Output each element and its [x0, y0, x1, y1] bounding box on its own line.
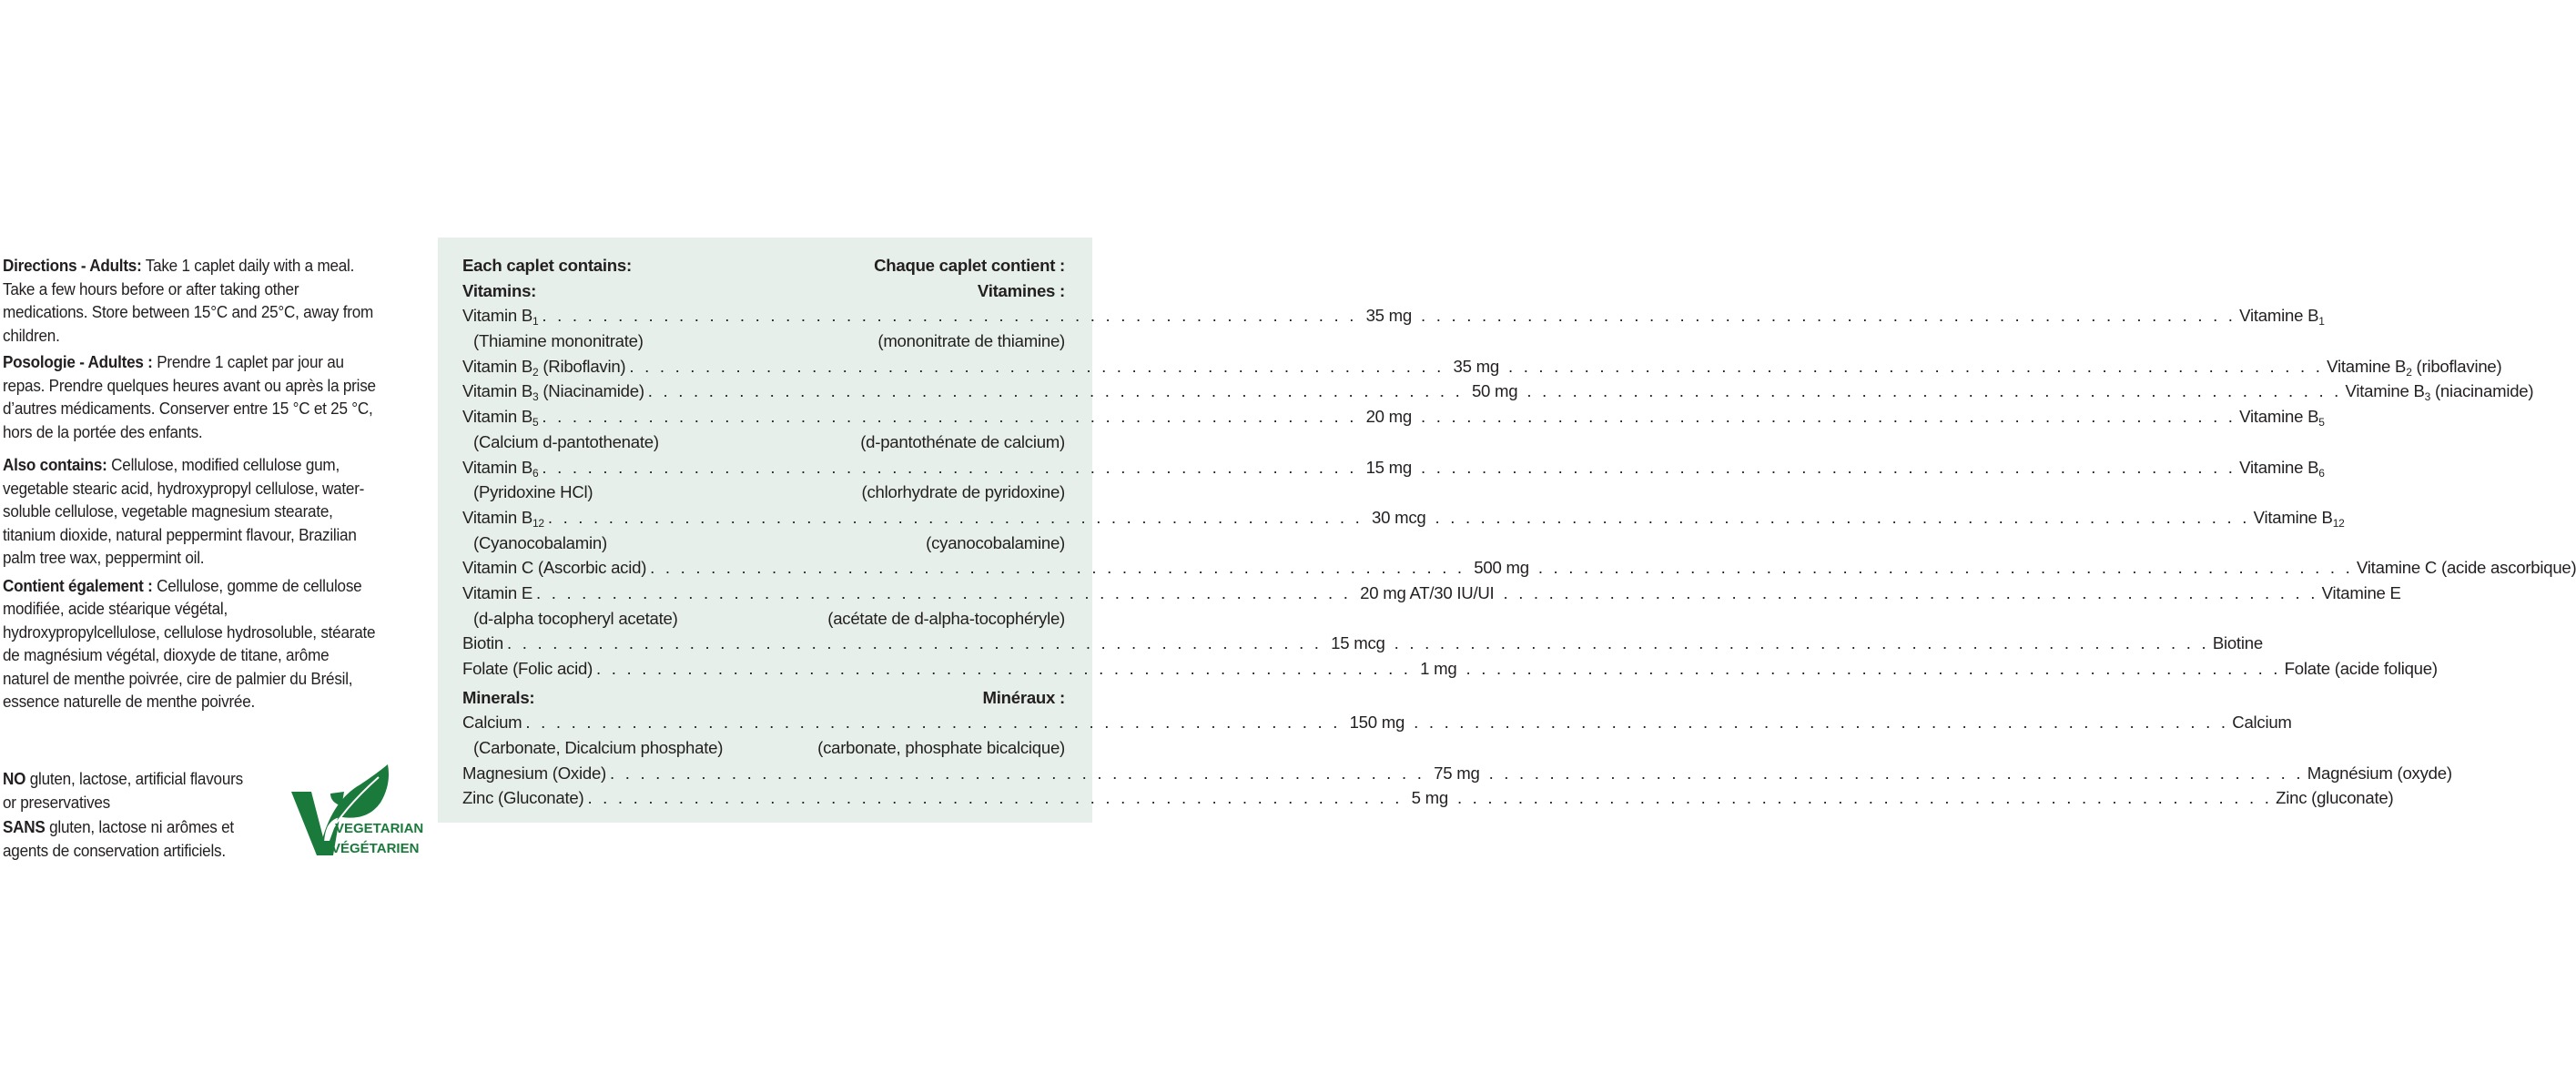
nutrient-row: [462, 555, 2576, 581]
minerals-heading-fr: Minéraux :: [982, 687, 1065, 707]
leader-dots: . . . . . . . . . . . . . . . . . . . . . . . . . . . . . . . . . . . . . . . . . . . . . . . . . . . . . .: [1507, 356, 2324, 376]
mineral-rows: [462, 710, 2452, 811]
nutrient-name-en-main: Vitamin B: [462, 356, 532, 376]
nutrient-name-fr-main: Vitamine B: [2239, 306, 2319, 326]
directions-text: Take 1 caplet daily with a meal. Take a few hours before or after taking other medications. Store between 15°C and 25°C, away from children.: [3, 256, 374, 345]
directions-paragraph: [3, 254, 378, 347]
nutrient-name-en-main: Vitamin C (Ascorbic acid): [462, 558, 647, 578]
nutrient-name-en-main: Magnesium (Oxide): [462, 763, 606, 783]
vitamins-heading-row: [462, 278, 1065, 304]
nutrient-name-en-main: Vitamin B: [462, 381, 532, 401]
leader-dots: . . . . . . . . . . . . . . . . . . . . . . . . . . . . . . . . . . . . . . . . . . . . . . . . . . . . . .: [650, 558, 1465, 578]
free-from-block: [3, 767, 254, 862]
nutrient-source-fr: (carbonate, phosphate bicalcique): [817, 738, 1065, 758]
leader-dots: . . . . . . . . . . . . . . . . . . . . . . . . . . . . . . . . . . . . . . . . . . . . . . . . . . . . . .: [1421, 306, 2236, 326]
minerals-heading-en: Minerals:: [462, 687, 535, 707]
nutrient-name-fr-main: Vitamine E: [2321, 582, 2401, 602]
nutrient-name-en-main: Vitamin B: [462, 507, 532, 527]
nutrient-name-en: [462, 785, 583, 811]
leader-dots: . . . . . . . . . . . . . . . . . . . . . . . . . . . . . . . . . . . . . . . . . . . . . . . . . . . . . .: [1414, 713, 2229, 733]
nutrient-name-fr-subscript: 1: [2318, 315, 2325, 329]
nutrient-name-en-suffix: (Niacinamide): [538, 381, 644, 401]
leader-dots: . . . . . . . . . . . . . . . . . . . . . . . . . . . . . . . . . . . . . . . . . . . . . . . . . . . . . .: [1394, 633, 2209, 653]
nutrient-name-fr: [2239, 303, 2325, 329]
nutrient-name-fr: [2276, 785, 2393, 811]
nutrient-name-fr-subscript: 3: [2424, 390, 2431, 404]
vitamin-rows: [462, 303, 2576, 681]
nutrient-amount: 150 mg: [1349, 713, 1405, 733]
nutrient-name-fr: [2307, 761, 2452, 786]
sans-label: SANS: [3, 817, 46, 836]
nutrient-name-fr: [2239, 455, 2325, 480]
nutrient-name-fr-main: Biotine: [2212, 633, 2263, 653]
nutrient-name-en: [462, 505, 544, 531]
nutrient-row: [462, 303, 2325, 329]
posologie-label: Posologie - Adultes :: [3, 352, 153, 371]
nutrient-name-fr: [2213, 631, 2263, 656]
nutrient-name-en-subscript: 6: [532, 466, 539, 480]
nutrient-name-en-main: Zinc (Gluconate): [462, 788, 584, 808]
nutrient-name-fr: [2285, 656, 2438, 682]
nutrient-amount: 20 mg: [1365, 407, 1413, 427]
leader-dots: . . . . . . . . . . . . . . . . . . . . . . . . . . . . . . . . . . . . . . . . . . . . . . . . . . . . . .: [609, 763, 1425, 783]
nutrient-row: [462, 710, 2292, 735]
nutrient-name-en: [462, 631, 503, 656]
also-contains-text: Cellulose, modified cellulose gum, vegetable stearic acid, hydroxypropyl cellulose, water-soluble cellulose, vegetable magnesium stearate, titanium dioxide, natural peppermint flavour, Brazilian palm tree wax, peppermint oil.: [3, 455, 365, 567]
nutrient-source-en: (Cyanocobalamin): [473, 532, 607, 552]
nutrient-row: [462, 404, 2325, 430]
nutrient-name-en: [462, 581, 532, 606]
nutrient-name-fr-main: Magnésium (oxyde): [2307, 763, 2452, 783]
nutrient-name-en-main: Vitamin B: [462, 306, 532, 326]
nutrient-name-fr-main: Vitamine B: [2345, 381, 2425, 401]
nutrient-name-fr: [2232, 710, 2291, 735]
nutrient-name-fr: [2254, 505, 2345, 531]
leader-dots: . . . . . . . . . . . . . . . . . . . . . . . . . . . . . . . . . . . . . . . . . . . . . . . . . . . . . .: [1465, 659, 2281, 678]
nutrient-amount: 75 mg: [1434, 763, 1480, 783]
contient-text: Cellulose, gomme de cellulose modifiée, acide stéarique végétal, hydroxypropylcellulose, cellulose hydrosoluble, stéarate de magnésium végétal, dioxyde de titane, arôme naturel de menthe poivrée, cire de palmier du Brésil, essence naturelle de menthe poivrée.: [3, 575, 376, 711]
nutrient-name-en: [462, 455, 538, 480]
nutrient-name-en-subscript: 2: [532, 365, 539, 379]
nutrient-amount: 35 mg: [1365, 306, 1413, 326]
nutrient-name-fr: [2322, 581, 2401, 606]
leader-dots: . . . . . . . . . . . . . . . . . . . . . . . . . . . . . . . . . . . . . . . . . . . . . . . . . . . . . .: [547, 507, 1363, 527]
leader-dots: . . . . . . . . . . . . . . . . . . . . . . . . . . . . . . . . . . . . . . . . . . . . . . . . . . . . . .: [542, 407, 1357, 427]
nutrient-name-fr-main: Vitamine B: [2327, 356, 2407, 376]
nutrient-source-fr: (cyanocobalamine): [926, 532, 1065, 552]
leader-dots: . . . . . . . . . . . . . . . . . . . . . . . . . . . . . . . . . . . . . . . . . . . . . . . . . . . . . .: [1435, 507, 2250, 527]
nutrient-row: [462, 379, 2534, 404]
leader-dots: . . . . . . . . . . . . . . . . . . . . . . . . . . . . . . . . . . . . . . . . . . . . . . . . . . . . . .: [596, 659, 1412, 678]
nutrient-name-fr: [2357, 555, 2576, 581]
leader-dots: . . . . . . . . . . . . . . . . . . . . . . . . . . . . . . . . . . . . . . . . . . . . . . . . . . . . . .: [525, 713, 1341, 733]
nutrient-name-en: [462, 404, 538, 430]
posologie-text: Prendre 1 caplet par jour au repas. Prendre quelques heures avant ou après la prise d’autres médicaments. Conserver entre 15 °C et 25 °C, hors de la portée des enfants.: [3, 352, 376, 441]
nutrient-name-en-main: Biotin: [462, 633, 504, 653]
nutrient-source-row: [462, 735, 1065, 761]
nutrient-name-fr-suffix: (riboflavine): [2411, 356, 2502, 376]
nutrient-amount: 20 mg AT/30 IU/UI: [1360, 582, 1495, 602]
nutrient-name-fr-subscript: 6: [2318, 466, 2325, 480]
nutrient-source-fr: (mononitrate de thiamine): [877, 331, 1065, 351]
contient-paragraph: [3, 574, 378, 713]
nutrient-name-fr-main: Vitamine B: [2239, 407, 2319, 427]
nutrient-table: [462, 253, 2576, 811]
nutrient-row: [462, 455, 2325, 480]
nutrient-name-fr: [2346, 379, 2534, 404]
nutrient-name-en: [462, 656, 593, 682]
nutrient-source-en: (Carbonate, Dicalcium phosphate): [473, 738, 724, 758]
header-en: Each caplet contains:: [462, 256, 632, 275]
nutrient-name-fr-main: Vitamine C (acide ascorbique): [2356, 558, 2576, 578]
nutrient-name-en-subscript: 12: [532, 516, 544, 530]
nutrient-name-fr-suffix: (niacinamide): [2430, 381, 2534, 401]
nutrient-amount: 35 mg: [1453, 356, 1499, 376]
nutrient-row: [462, 785, 2394, 811]
nutrient-name-fr-main: Folate (acide folique): [2284, 659, 2438, 678]
nutrient-name-en-main: Vitamin B: [462, 457, 532, 477]
nutrient-amount: 1 mg: [1420, 659, 1457, 678]
leader-dots: . . . . . . . . . . . . . . . . . . . . . . . . . . . . . . . . . . . . . . . . . . . . . . . . . . . . . .: [507, 633, 1323, 653]
leader-dots: . . . . . . . . . . . . . . . . . . . . . . . . . . . . . . . . . . . . . . . . . . . . . . . . . . . . . .: [1503, 582, 2318, 602]
leader-dots: . . . . . . . . . . . . . . . . . . . . . . . . . . . . . . . . . . . . . . . . . . . . . . . . . . . . . .: [535, 582, 1352, 602]
nutrient-source-en: (Calcium d-pantothenate): [473, 431, 659, 451]
free-from-en: [3, 767, 254, 814]
vitamins-heading-en: Vitamins:: [462, 280, 537, 300]
nutrient-source-fr: (d-pantothénate de calcium): [860, 431, 1065, 451]
nutrient-name-fr-main: Vitamine B: [2239, 457, 2319, 477]
leader-dots: . . . . . . . . . . . . . . . . . . . . . . . . . . . . . . . . . . . . . . . . . . . . . . . . . . . . . .: [647, 381, 1463, 401]
nutrient-name-en-main: Vitamin B: [462, 407, 532, 427]
nutrient-name-en: [462, 379, 644, 404]
nutrient-source-row: [462, 329, 1065, 354]
vitamins-heading-fr: Vitamines :: [977, 280, 1065, 300]
nutrient-row: [462, 631, 2263, 656]
contient-label: Contient également :: [3, 575, 153, 595]
nutrient-name-en: [462, 710, 522, 735]
nutrient-row: [462, 656, 2438, 682]
nutrient-name-en: [462, 354, 625, 379]
leader-dots: . . . . . . . . . . . . . . . . . . . . . . . . . . . . . . . . . . . . . . . . . . . . . . . . . . . . . .: [542, 457, 1357, 477]
nutrient-source-en: (Thiamine mononitrate): [473, 331, 644, 351]
leader-dots: . . . . . . . . . . . . . . . . . . . . . . . . . . . . . . . . . . . . . . . . . . . . . . . . . . . . . .: [1421, 457, 2236, 477]
nutrient-source-en: (d-alpha tocopheryl acetate): [473, 608, 678, 628]
nutrient-name-fr-subscript: 12: [2332, 516, 2345, 530]
vegetarian-logo-icon: [289, 761, 424, 861]
header-fr: Chaque caplet contient :: [874, 256, 1065, 275]
nutrient-source-row: [462, 606, 1065, 632]
also-contains-label: Also contains:: [3, 455, 107, 474]
minerals-heading-row: [462, 685, 1065, 711]
nutrient-name-en: [462, 555, 646, 581]
nutrient-source-row: [462, 430, 1065, 455]
nutrient-name-fr-main: Vitamine B: [2253, 507, 2333, 527]
nutrient-name-fr-subscript: 2: [2406, 365, 2412, 379]
nutrient-name-en-main: Calcium: [462, 713, 522, 733]
nutrient-name-en-suffix: (Riboflavin): [538, 356, 626, 376]
nutrient-name-fr: [2239, 404, 2325, 430]
directions-label: Directions - Adults:: [3, 256, 142, 275]
leader-dots: . . . . . . . . . . . . . . . . . . . . . . . . . . . . . . . . . . . . . . . . . . . . . . . . . . . . . .: [1526, 381, 2342, 401]
nutrient-amount: 30 mcg: [1372, 507, 1426, 527]
no-label: NO: [3, 769, 26, 788]
table-header-row: [462, 253, 1065, 278]
nutrient-amount: 50 mg: [1471, 381, 1518, 401]
nutrient-row: [462, 761, 2452, 786]
nutrient-source-fr: (acétate de d-alpha-tocophéryle): [827, 608, 1065, 628]
nutrient-name-en-subscript: 5: [532, 416, 539, 430]
leader-dots: . . . . . . . . . . . . . . . . . . . . . . . . . . . . . . . . . . . . . . . . . . . . . . . . . . . . . .: [1537, 558, 2353, 578]
free-from-fr: [3, 815, 254, 862]
posologie-paragraph: [3, 350, 378, 443]
nutrient-source-row: [462, 480, 1065, 505]
nutrient-name-fr-main: Calcium: [2232, 713, 2292, 733]
nutrient-amount: 500 mg: [1474, 558, 1529, 578]
nutrient-row: [462, 581, 2401, 606]
leader-dots: . . . . . . . . . . . . . . . . . . . . . . . . . . . . . . . . . . . . . . . . . . . . . . . . . . . . . .: [629, 356, 1445, 376]
nutrient-amount: 15 mcg: [1331, 633, 1385, 653]
nutrient-row: [462, 354, 2502, 379]
no-text: gluten, lactose, artificial flavours or preservatives: [3, 769, 243, 812]
also-contains-paragraph: [3, 453, 378, 570]
nutrient-name-en-subscript: 1: [532, 315, 539, 329]
nutrient-name-en: [462, 303, 538, 329]
nutrient-name-fr: [2327, 354, 2501, 379]
leader-dots: . . . . . . . . . . . . . . . . . . . . . . . . . . . . . . . . . . . . . . . . . . . . . . . . . . . . . .: [587, 788, 1403, 808]
nutrient-name-en-main: Vitamin E: [462, 582, 532, 602]
nutrient-row: [462, 505, 2345, 531]
nutrient-name-en-subscript: 3: [532, 390, 539, 404]
nutrient-name-fr-subscript: 5: [2318, 416, 2325, 430]
nutrient-name-en: [462, 761, 606, 786]
nutrient-name-fr-main: Zinc (gluconate): [2276, 788, 2394, 808]
nutrient-amount: 5 mg: [1411, 788, 1448, 808]
directions-column: [3, 254, 378, 713]
logo-text-fr: VÉGÉTARIEN: [331, 841, 420, 856]
leader-dots: . . . . . . . . . . . . . . . . . . . . . . . . . . . . . . . . . . . . . . . . . . . . . . . . . . . . . .: [1488, 763, 2304, 783]
nutrient-name-en-main: Folate (Folic acid): [462, 659, 593, 678]
leader-dots: . . . . . . . . . . . . . . . . . . . . . . . . . . . . . . . . . . . . . . . . . . . . . . . . . . . . . .: [542, 306, 1357, 326]
nutrient-source-en: (Pyridoxine HCl): [473, 482, 593, 502]
leader-dots: . . . . . . . . . . . . . . . . . . . . . . . . . . . . . . . . . . . . . . . . . . . . . . . . . . . . . .: [1421, 407, 2236, 427]
leader-dots: . . . . . . . . . . . . . . . . . . . . . . . . . . . . . . . . . . . . . . . . . . . . . . . . . . . . . .: [1456, 788, 2273, 808]
nutrition-panel: [438, 238, 2576, 823]
nutrient-amount: 15 mg: [1365, 457, 1413, 477]
logo-text-en: VEGETARIAN: [335, 821, 424, 836]
nutrient-source-row: [462, 531, 1065, 556]
sans-text: gluten, lactose ni arômes et agents de conservation artificiels.: [3, 817, 234, 860]
nutrient-source-fr: (chlorhydrate de pyridoxine): [861, 482, 1065, 502]
